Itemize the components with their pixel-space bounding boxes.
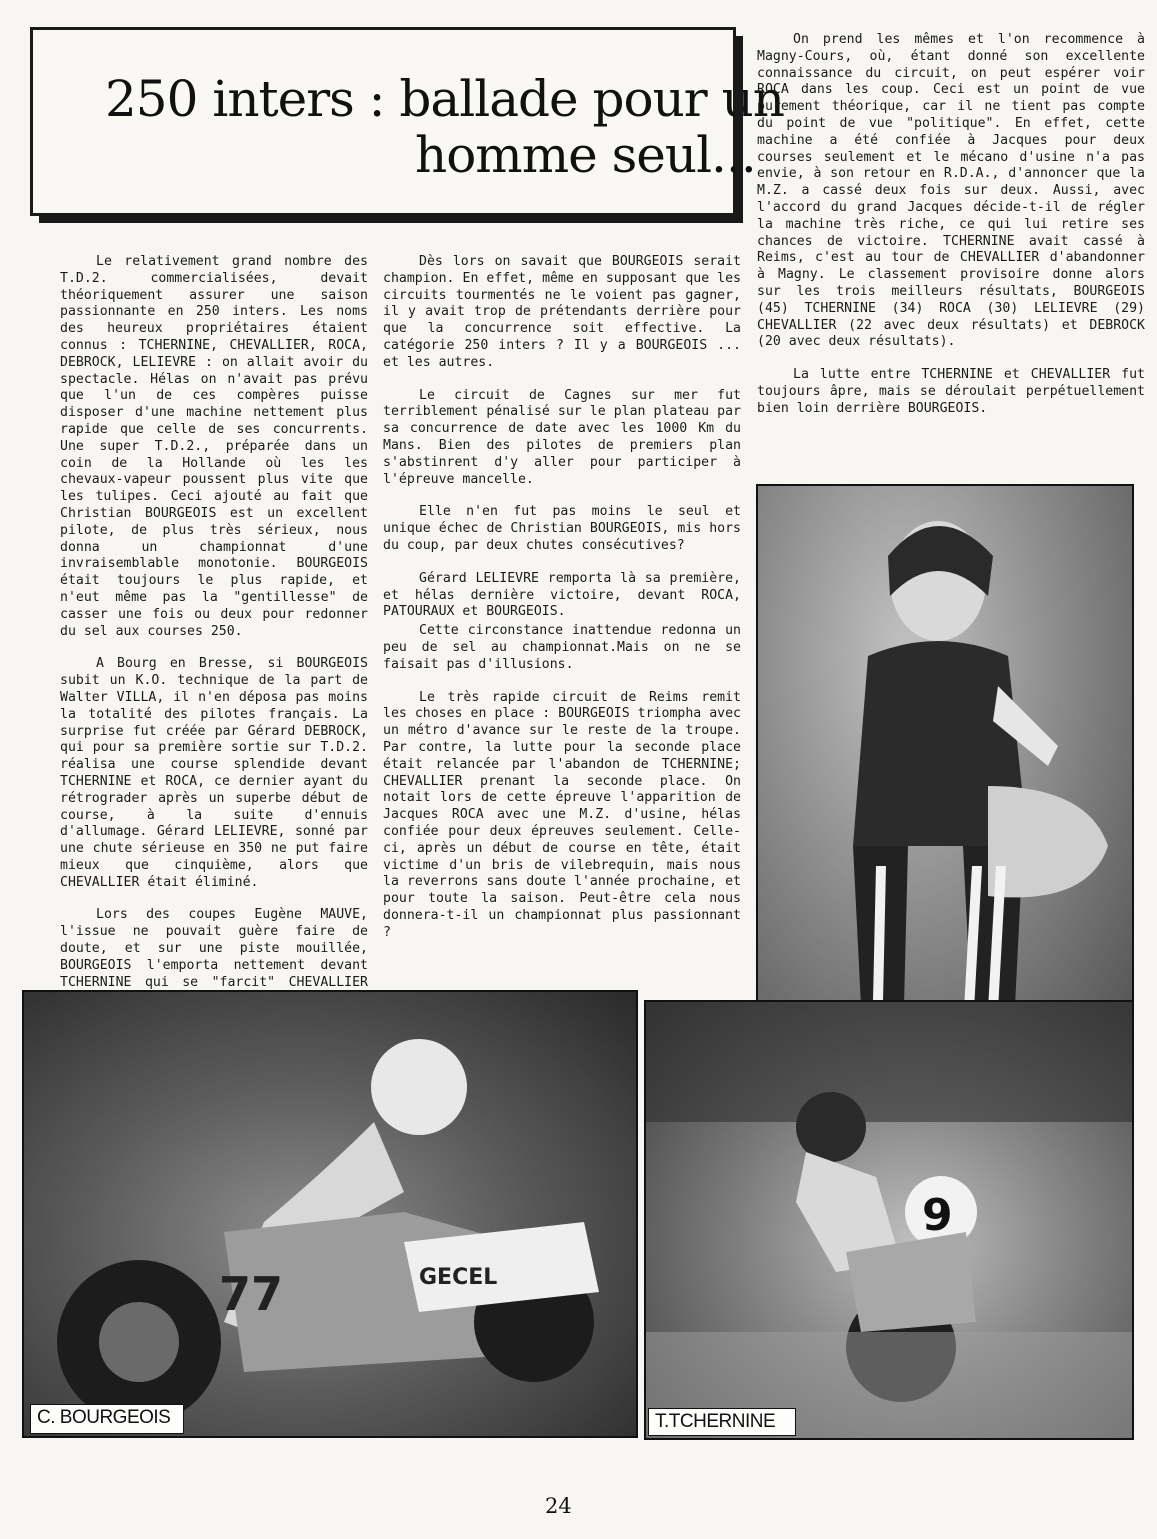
title-box	[30, 27, 785, 216]
photo-bourgeois	[22, 990, 638, 1438]
motorcycle-rider-cornering-illustration	[646, 1002, 1132, 1438]
paragraph: Dès lors on savait que BOURGEOIS serait champion. En effet, même en supposant que les circuits tourmentés ne le voient pas gagner, il y avait trop de prétendants derrière pour que la concurrence soit effective. La catégorie 250 inters ? Il y a BOURGEOIS ... et les autres.	[383, 254, 741, 370]
motorcycle-rider-illustration	[24, 992, 636, 1436]
bike-number-right: 9	[922, 1190, 953, 1241]
paragraph: Le circuit de Cagnes sur mer fut terriblement pénalisé sur le plan plateau par sa concurrence de date avec les 1000 Km du Mans. Bien des pilotes de premiers plan s'abstinrent d'y aller pour participer à l'épreuve mancelle.	[383, 387, 741, 487]
text-column-1	[60, 254, 368, 1041]
page-number: 24	[545, 1494, 572, 1518]
article-title-line-2: homme seul...	[415, 126, 756, 184]
paragraph: La lutte entre TCHERNINE et CHEVALLIER fut toujours âpre, mais se déroulait perpétuellement bien loin derrière BOURGEOIS.	[757, 367, 1145, 416]
sponsor-text: GECEL	[419, 1265, 498, 1290]
paragraph: Elle n'en fut pas moins le seul et unique échec de Christian BOURGEOIS, mis hors du coup, par deux chutes consécutives?	[383, 504, 741, 553]
paragraph: Le très rapide circuit de Reims remit les choses en place : BOURGEOIS triompha avec un métro d'avance sur le reste de la troupe. Par contre, la lutte pour la seconde place était relancée par l'abandon de TCHERNINE; CHEVALLIER prenant la seconde place. On notait lors de cette épreuve l'apparition de Jacques ROCA avec une M.Z. d'usine, hélas confiée pour deux épreuves seulement. Celle-ci, après un début de course en tête, était victime d'un bris de vilebrequin, mais nous la reverrons sans doute l'année prochaine, et pour toute la saison. Peut-être cela nous donnera-t-il un championnat plus passionnant ?	[383, 689, 741, 940]
photo-tchernine	[644, 1000, 1134, 1440]
text-column-3	[757, 32, 1145, 434]
bike-number-left: 77	[219, 1267, 284, 1321]
paragraph: Lors des coupes Eugène MAUVE, l'issue ne pouvait guère faire de doute, et sur une piste mouillée, BOURGEOIS l'emporta nettement devant TCHERNINE qui se "farcit" CHEVALLIER	[60, 907, 368, 990]
caption-tchernine: T.TCHERNINE	[648, 1408, 796, 1436]
rider-standing-illustration	[758, 486, 1132, 1046]
paragraph: A Bourg en Bresse, si BOURGEOIS subit un K.O. technique de la part de Walter VILLA, il n'en déposa pas moins la totalité des pilotes français. La surprise fut créée par Gérard DEBROCK, qui pour sa première sortie sur T.D.2. réalisa une course splendide devant TCHERNINE et ROCA, ce dernier ayant du rétrograder après un superbe début de course, à la suite d'ennuis d'allumage. Gérard LELIEVRE, sonné par une chute sérieuse en 350 ne put faire mieux que cinquième, alors que CHEVALLIER était éliminé.	[60, 656, 368, 890]
caption-bourgeois: C. BOURGEOIS	[30, 1404, 184, 1434]
paragraph: Gérard LELIEVRE remporta là sa première, et hélas dernière victoire, devant ROCA, PATOURAUX et BOURGEOIS.	[383, 570, 741, 620]
paragraph: Cette circonstance inattendue redonna un peu de sel au championnat.Mais on ne se faisait pas d'illusions.	[383, 623, 741, 672]
paragraph: On prend les mêmes et l'on recommence à Magny-Cours, où, étant donné son excellente connaissance du circuit, on peut espérer voir ROCA dans les coup. Ceci est un point de vue purement théorique, car il ne tient pas compte du point de vue "politique". En effet, cette machine a été confiée à Jacques pour deux courses seulement et le mécano d'usine n'a pas envie, à son retour en R.D.A., d'annoncer que la M.Z. a cassé deux fois sur deux. Aussi, avec l'accord du grand Jacques décide-t-il de régler la machine très riche, ce qui lui retire ses chances de victoire. TCHERNINE avait cassé à Reims, c'est au tour de CHEVALLIER d'abandonner à Magny. Le classement provisoire donne alors sur les trois meilleurs résultats, BOURGEOIS (45) TCHERNINE (34) ROCA (30) LELIEVRE (29) CHEVALLIER (22 avec deux résultats) et DEBROCK (20 avec deux résultats).	[757, 32, 1145, 350]
paragraph: Le relativement grand nombre des T.D.2. commercialisées, devait théoriquement assurer une saison passionnante en 250 inters. Les noms des heureux propriétaires étaient connus : TCHERNINE, CHEVALLIER, ROCA, DEBROCK, LELIEVRE : on allait avoir du spectacle. Hélas on n'avait pas prévu que l'un de ces compères puisse disposer d'une machine nettement plus rapide que celle de ses concurrents. Une super T.D.2., préparée dans un coin de la Hollande où les les chevaux-vapeur poussent plus vite que les tulipes. Ceci ajouté au fait que Christian BOURGEOIS est un excellent pilote, de plus très sérieux, nous donna un championnat d'une invraisemblable monotonie. BOURGEOIS était toujours le plus rapide, et n'eut même pas la "gentillesse" de casser une fois ou deux pour redonner du sel aux courses 250.	[60, 254, 368, 639]
photo-chevallier	[756, 484, 1134, 1048]
text-column-2	[383, 254, 741, 957]
article-title-line-1: 250 inters : ballade pour un	[105, 70, 785, 128]
